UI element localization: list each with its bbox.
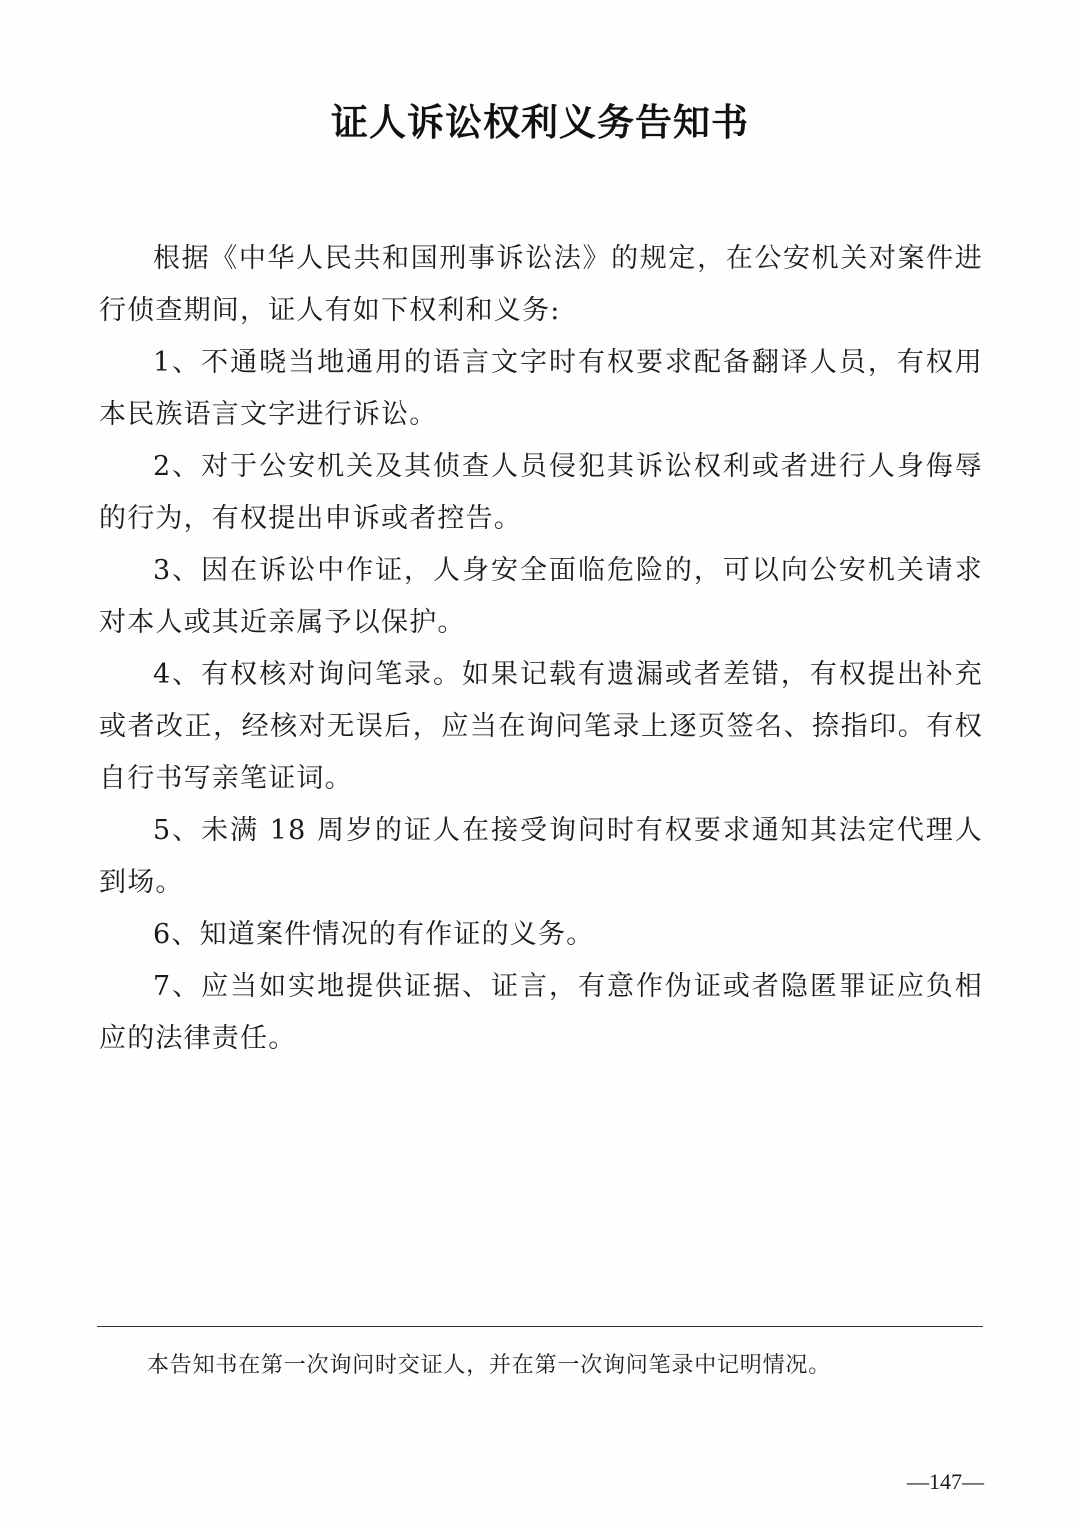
item-paragraph-7: 7、应当如实地提供证据、证言，有意作伪证或者隐匿罪证应负相应的法律责任。 — [99, 971, 983, 1054]
document-body — [99, 233, 983, 1065]
item-paragraph-6: 6、知道案件情况的有作证的义务。 — [153, 919, 595, 950]
item-paragraph-1: 1、不通晓当地通用的语言文字时有权要求配备翻译人员，有权用本民族语言文字进行诉讼。 — [99, 347, 983, 430]
page-number: —147— — [907, 1469, 984, 1494]
item-paragraph-5: 5、未满 18 周岁的证人在接受询问时有权要求通知其法定代理人到场。 — [99, 815, 983, 898]
item-paragraph-3: 3、因在诉讼中作证，人身安全面临危险的，可以向公安机关请求对本人或其近亲属予以保护。 — [99, 555, 983, 638]
document-title: 证人诉讼权利义务告知书 — [331, 100, 749, 144]
footnote-text: 本告知书在第一次询问时交证人，并在第一次询问笔录中记明情况。 — [147, 1353, 832, 1378]
item-paragraph-2: 2、对于公安机关及其侦查人员侵犯其诉讼权利或者进行人身侮辱的行为，有权提出申诉或者控告。 — [99, 451, 983, 534]
intro-paragraph: 根据《中华人民共和国刑事诉讼法》的规定，在公安机关对案件进行侦查期间，证人有如下权利和义务: — [99, 243, 983, 326]
footnote-divider — [97, 1326, 983, 1327]
item-paragraph-4: 4、有权核对询问笔录。如果记载有遗漏或者差错，有权提出补充或者改正，经核对无误后，应当在询问笔录上逐页签名、捺指印。有权自行书写亲笔证词。 — [99, 659, 983, 794]
